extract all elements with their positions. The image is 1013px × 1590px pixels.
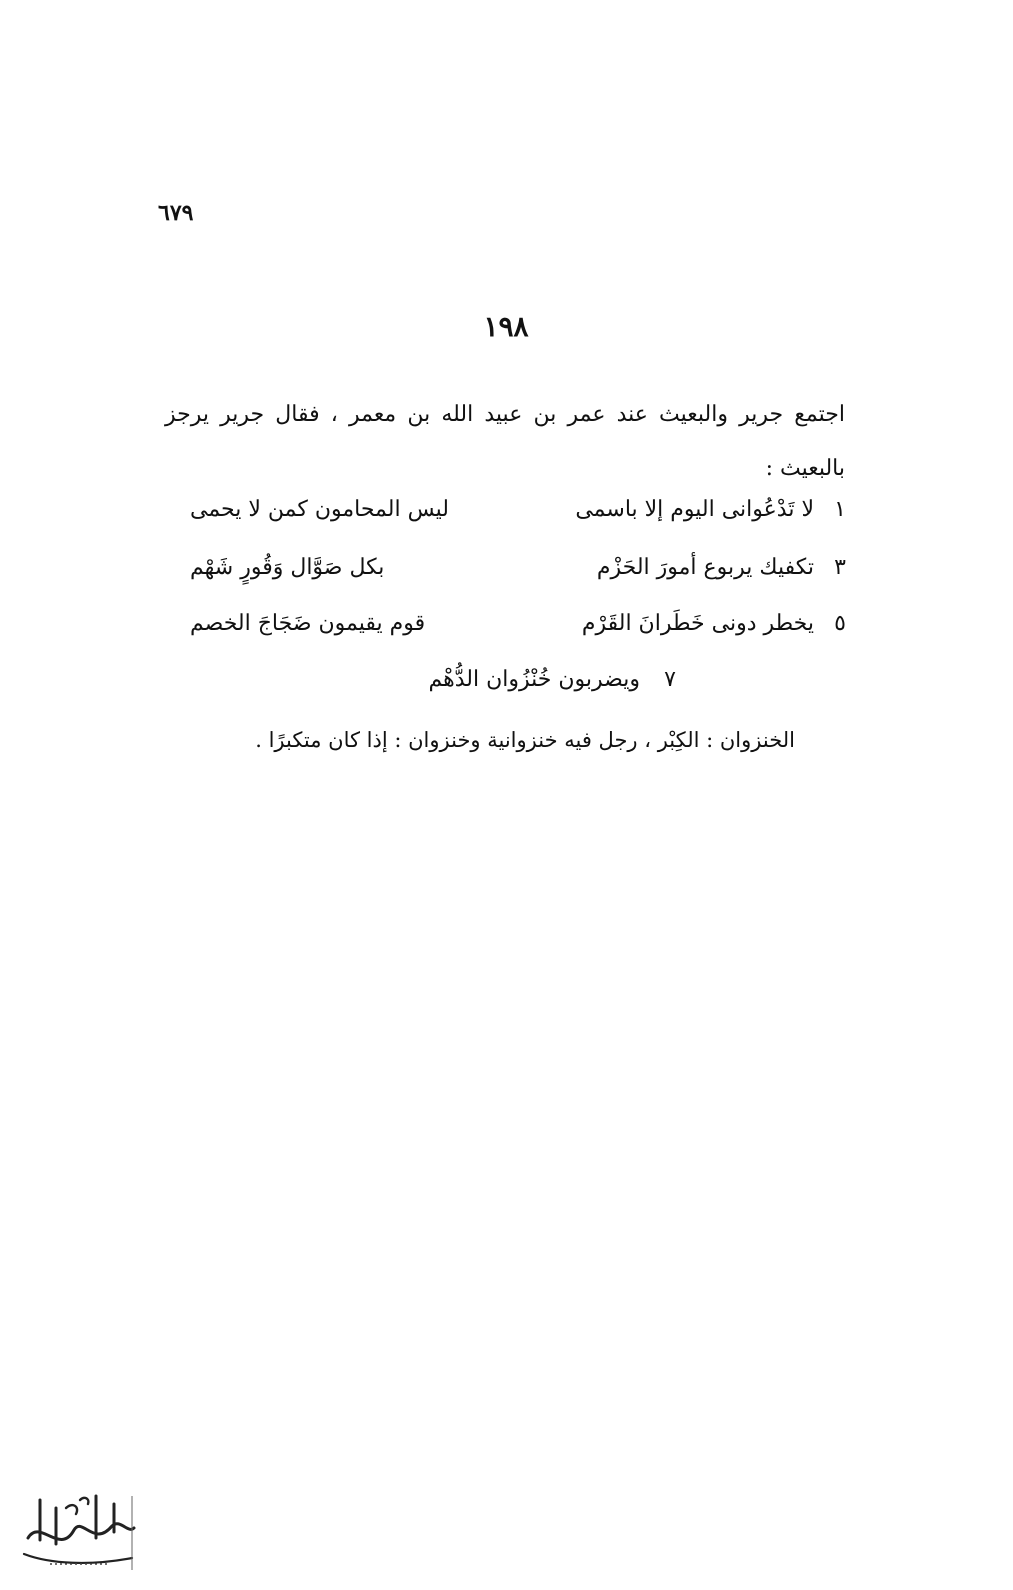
verse-line-7 — [190, 662, 852, 698]
verse-first-hemistich: تكفيك يربوع أمورَ الحَزْم — [596, 555, 814, 580]
verse-first-hemistich: يخطر دونى خَطَرانَ القَرْم — [581, 611, 814, 636]
verse-number: ٧ — [664, 667, 676, 692]
verse-first-hemistich: لا تَدْعُوانى اليوم إلا باسمى — [575, 497, 814, 522]
verse-second-hemistich: ويضربون خُنْزُوان الدُّهْم — [428, 667, 640, 692]
intro-paragraph: اجتمع جرير والبعيث عند عمر بن عبيد الله بن معمر ، فقال جرير يرجز بالبعيث : — [165, 402, 845, 481]
page-number: ٦٧٩ — [158, 200, 194, 226]
verse-second-hemistich: قوم يقيمون ضَجَاجَ الخصم — [190, 611, 426, 636]
glossary-note: الخنزوان : الكِبْر ، رجل فيه خنزوانية وخنزوان : إذا كان متكبرًا . — [255, 728, 795, 752]
verse-number: ٣ — [834, 555, 846, 580]
verse-line-5 — [190, 606, 852, 642]
poem-number: ١٩٨ — [483, 310, 529, 343]
verse-second-hemistich: ليس المحامون كمن لا يحمى — [190, 497, 449, 522]
verse-line-3 — [190, 550, 852, 586]
verse-second-hemistich: بكل صَوَّال وَقُورٍ شَهْم — [190, 555, 385, 580]
verse-number: ١ — [834, 497, 846, 522]
stamp-graphic — [10, 1478, 140, 1576]
calligraphic-stamp-icon — [10, 1478, 140, 1576]
verse-number: ٥ — [834, 611, 846, 636]
verse-line-1 — [190, 492, 852, 528]
